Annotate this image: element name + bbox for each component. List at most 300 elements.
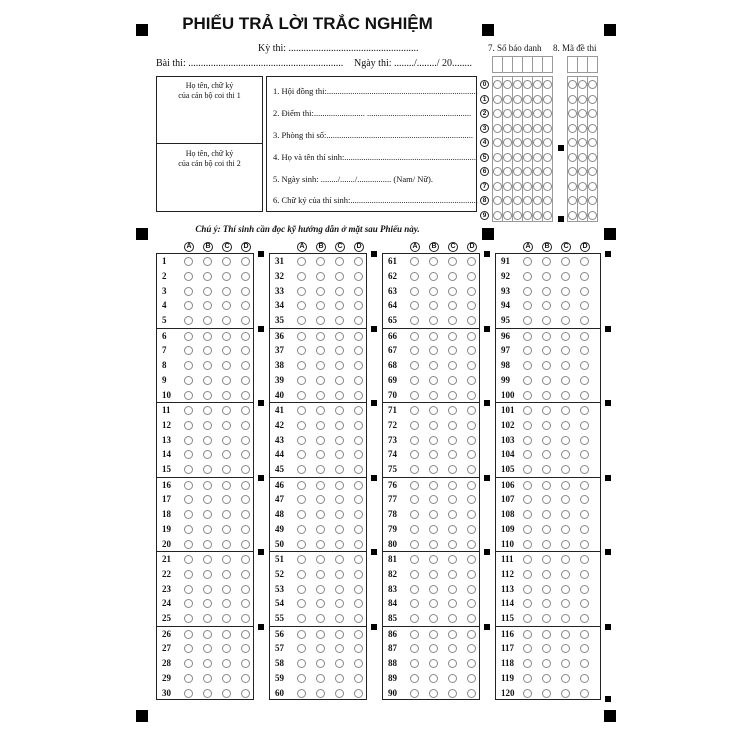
answer-bubble-d[interactable] bbox=[467, 570, 476, 579]
answer-bubble-d[interactable] bbox=[354, 287, 363, 296]
answer-bubble-b[interactable] bbox=[316, 481, 325, 490]
answer-bubble-b[interactable] bbox=[542, 555, 551, 564]
answer-bubble-a[interactable] bbox=[297, 272, 306, 281]
answer-bubble-a[interactable] bbox=[410, 421, 419, 430]
exam-code-bubble[interactable] bbox=[578, 80, 587, 89]
answer-bubble-b[interactable] bbox=[542, 332, 551, 341]
answer-bubble-c[interactable] bbox=[561, 674, 570, 683]
sbd-bubble[interactable] bbox=[533, 109, 542, 118]
answer-bubble-c[interactable] bbox=[222, 257, 231, 266]
sbd-bubble[interactable] bbox=[533, 153, 542, 162]
answer-bubble-c[interactable] bbox=[222, 481, 231, 490]
answer-bubble-b[interactable] bbox=[429, 272, 438, 281]
answer-bubble-a[interactable] bbox=[184, 436, 193, 445]
answer-bubble-a[interactable] bbox=[297, 376, 306, 385]
answer-bubble-d[interactable] bbox=[467, 436, 476, 445]
sbd-bubble[interactable] bbox=[503, 80, 512, 89]
answer-bubble-d[interactable] bbox=[580, 272, 589, 281]
answer-bubble-d[interactable] bbox=[354, 525, 363, 534]
exam-code-bubble[interactable] bbox=[578, 167, 587, 176]
answer-bubble-d[interactable] bbox=[241, 674, 250, 683]
sbd-bubble[interactable] bbox=[493, 109, 502, 118]
exam-code-bubble[interactable] bbox=[568, 124, 577, 133]
answer-bubble-c[interactable] bbox=[561, 391, 570, 400]
answer-bubble-c[interactable] bbox=[222, 406, 231, 415]
sbd-bubble[interactable] bbox=[533, 196, 542, 205]
answer-bubble-a[interactable] bbox=[297, 570, 306, 579]
answer-bubble-b[interactable] bbox=[429, 540, 438, 549]
sbd-bubble[interactable] bbox=[523, 138, 532, 147]
answer-bubble-c[interactable] bbox=[448, 689, 457, 698]
answer-bubble-b[interactable] bbox=[203, 630, 212, 639]
answer-bubble-d[interactable] bbox=[467, 585, 476, 594]
answer-bubble-d[interactable] bbox=[241, 421, 250, 430]
sbd-bubble[interactable] bbox=[533, 138, 542, 147]
answer-bubble-b[interactable] bbox=[203, 406, 212, 415]
sbd-bubble[interactable] bbox=[493, 124, 502, 133]
answer-bubble-b[interactable] bbox=[316, 555, 325, 564]
answer-bubble-c[interactable] bbox=[335, 674, 344, 683]
sbd-bubble[interactable] bbox=[523, 196, 532, 205]
answer-bubble-c[interactable] bbox=[335, 391, 344, 400]
answer-bubble-d[interactable] bbox=[467, 376, 476, 385]
answer-bubble-c[interactable] bbox=[448, 287, 457, 296]
answer-bubble-a[interactable] bbox=[184, 585, 193, 594]
sbd-bubble[interactable] bbox=[533, 167, 542, 176]
answer-bubble-c[interactable] bbox=[561, 585, 570, 594]
answer-bubble-d[interactable] bbox=[354, 406, 363, 415]
sbd-bubble[interactable] bbox=[503, 153, 512, 162]
answer-bubble-c[interactable] bbox=[448, 674, 457, 683]
answer-bubble-a[interactable] bbox=[410, 332, 419, 341]
sbd-bubble[interactable] bbox=[523, 109, 532, 118]
exam-code-bubble[interactable] bbox=[578, 153, 587, 162]
answer-bubble-a[interactable] bbox=[297, 391, 306, 400]
sbd-bubble[interactable] bbox=[503, 109, 512, 118]
exam-code-bubble[interactable] bbox=[568, 211, 577, 220]
answer-bubble-a[interactable] bbox=[297, 481, 306, 490]
answer-bubble-a[interactable] bbox=[297, 540, 306, 549]
answer-bubble-c[interactable] bbox=[561, 332, 570, 341]
answer-bubble-b[interactable] bbox=[203, 689, 212, 698]
answer-bubble-a[interactable] bbox=[184, 481, 193, 490]
answer-bubble-d[interactable] bbox=[354, 257, 363, 266]
answer-bubble-b[interactable] bbox=[429, 555, 438, 564]
exam-code-bubble[interactable] bbox=[578, 211, 587, 220]
answer-bubble-a[interactable] bbox=[410, 689, 419, 698]
answer-bubble-b[interactable] bbox=[203, 481, 212, 490]
answer-bubble-a[interactable] bbox=[410, 630, 419, 639]
sbd-bubble[interactable] bbox=[543, 80, 552, 89]
answer-bubble-b[interactable] bbox=[316, 525, 325, 534]
answer-bubble-b[interactable] bbox=[316, 257, 325, 266]
exam-date-field[interactable]: Ngày thi: ......../......../ 20........ bbox=[354, 58, 473, 69]
sbd-bubble[interactable] bbox=[493, 80, 502, 89]
answer-bubble-d[interactable] bbox=[354, 272, 363, 281]
answer-bubble-a[interactable] bbox=[523, 376, 532, 385]
answer-bubble-b[interactable] bbox=[203, 257, 212, 266]
answer-bubble-d[interactable] bbox=[354, 674, 363, 683]
answer-bubble-d[interactable] bbox=[580, 674, 589, 683]
answer-bubble-c[interactable] bbox=[335, 585, 344, 594]
sbd-bubble[interactable] bbox=[503, 196, 512, 205]
answer-bubble-c[interactable] bbox=[561, 436, 570, 445]
answer-bubble-a[interactable] bbox=[523, 391, 532, 400]
answer-bubble-a[interactable] bbox=[184, 630, 193, 639]
answer-bubble-b[interactable] bbox=[316, 332, 325, 341]
answer-bubble-a[interactable] bbox=[523, 332, 532, 341]
answer-bubble-d[interactable] bbox=[354, 481, 363, 490]
sbd-bubble[interactable] bbox=[503, 182, 512, 191]
sbd-bubble[interactable] bbox=[523, 211, 532, 220]
sbd-bubble[interactable] bbox=[543, 167, 552, 176]
exam-code-bubble[interactable] bbox=[578, 182, 587, 191]
exam-code-bubble[interactable] bbox=[568, 196, 577, 205]
answer-bubble-b[interactable] bbox=[429, 406, 438, 415]
answer-bubble-c[interactable] bbox=[448, 272, 457, 281]
answer-bubble-b[interactable] bbox=[542, 257, 551, 266]
answer-bubble-d[interactable] bbox=[580, 525, 589, 534]
answer-bubble-d[interactable] bbox=[580, 555, 589, 564]
answer-bubble-a[interactable] bbox=[523, 689, 532, 698]
sbd-bubble[interactable] bbox=[543, 196, 552, 205]
sbd-bubble[interactable] bbox=[513, 196, 522, 205]
answer-bubble-c[interactable] bbox=[561, 421, 570, 430]
sbd-bubble[interactable] bbox=[523, 95, 532, 104]
answer-bubble-d[interactable] bbox=[580, 585, 589, 594]
answer-bubble-d[interactable] bbox=[354, 540, 363, 549]
answer-bubble-a[interactable] bbox=[297, 525, 306, 534]
exam-code-bubble[interactable] bbox=[588, 182, 597, 191]
sbd-bubble[interactable] bbox=[513, 124, 522, 133]
answer-bubble-b[interactable] bbox=[542, 406, 551, 415]
exam-code-bubble[interactable] bbox=[588, 211, 597, 220]
answer-bubble-d[interactable] bbox=[580, 570, 589, 579]
answer-bubble-b[interactable] bbox=[316, 585, 325, 594]
answer-bubble-c[interactable] bbox=[448, 406, 457, 415]
answer-bubble-d[interactable] bbox=[580, 287, 589, 296]
answer-bubble-d[interactable] bbox=[580, 257, 589, 266]
answer-bubble-d[interactable] bbox=[354, 332, 363, 341]
answer-bubble-b[interactable] bbox=[203, 674, 212, 683]
answer-bubble-c[interactable] bbox=[222, 540, 231, 549]
answer-bubble-c[interactable] bbox=[222, 391, 231, 400]
answer-bubble-d[interactable] bbox=[467, 630, 476, 639]
exam-code-bubble[interactable] bbox=[588, 80, 597, 89]
answer-bubble-b[interactable] bbox=[542, 481, 551, 490]
answer-bubble-b[interactable] bbox=[203, 540, 212, 549]
answer-bubble-d[interactable] bbox=[241, 376, 250, 385]
answer-bubble-a[interactable] bbox=[184, 689, 193, 698]
answer-bubble-b[interactable] bbox=[542, 376, 551, 385]
answer-bubble-c[interactable] bbox=[222, 376, 231, 385]
sbd-bubble[interactable] bbox=[493, 138, 502, 147]
exam-code-bubble[interactable] bbox=[588, 109, 597, 118]
answer-bubble-d[interactable] bbox=[241, 481, 250, 490]
answer-bubble-d[interactable] bbox=[580, 332, 589, 341]
answer-bubble-a[interactable] bbox=[410, 436, 419, 445]
answer-bubble-c[interactable] bbox=[222, 585, 231, 594]
answer-bubble-a[interactable] bbox=[410, 540, 419, 549]
answer-bubble-a[interactable] bbox=[184, 287, 193, 296]
answer-bubble-c[interactable] bbox=[448, 257, 457, 266]
sbd-bubble[interactable] bbox=[493, 153, 502, 162]
answer-bubble-b[interactable] bbox=[316, 421, 325, 430]
answer-bubble-a[interactable] bbox=[184, 272, 193, 281]
answer-bubble-c[interactable] bbox=[222, 674, 231, 683]
answer-bubble-b[interactable] bbox=[542, 570, 551, 579]
answer-bubble-d[interactable] bbox=[354, 570, 363, 579]
sbd-bubble[interactable] bbox=[513, 211, 522, 220]
sbd-bubble[interactable] bbox=[493, 167, 502, 176]
answer-bubble-d[interactable] bbox=[241, 540, 250, 549]
answer-bubble-a[interactable] bbox=[410, 272, 419, 281]
sbd-bubble[interactable] bbox=[513, 167, 522, 176]
answer-bubble-a[interactable] bbox=[523, 272, 532, 281]
answer-bubble-b[interactable] bbox=[203, 570, 212, 579]
answer-bubble-b[interactable] bbox=[203, 421, 212, 430]
answer-bubble-c[interactable] bbox=[335, 540, 344, 549]
answer-bubble-d[interactable] bbox=[467, 481, 476, 490]
answer-bubble-a[interactable] bbox=[297, 585, 306, 594]
answer-bubble-b[interactable] bbox=[429, 689, 438, 698]
answer-bubble-d[interactable] bbox=[241, 555, 250, 564]
answer-bubble-d[interactable] bbox=[467, 287, 476, 296]
sbd-bubble[interactable] bbox=[533, 124, 542, 133]
answer-bubble-c[interactable] bbox=[448, 376, 457, 385]
answer-bubble-c[interactable] bbox=[448, 436, 457, 445]
exam-code-bubble[interactable] bbox=[578, 95, 587, 104]
sbd-bubble[interactable] bbox=[493, 182, 502, 191]
sbd-bubble[interactable] bbox=[533, 95, 542, 104]
answer-bubble-d[interactable] bbox=[467, 332, 476, 341]
answer-bubble-c[interactable] bbox=[335, 376, 344, 385]
answer-bubble-c[interactable] bbox=[335, 525, 344, 534]
answer-bubble-a[interactable] bbox=[523, 555, 532, 564]
answer-bubble-a[interactable] bbox=[523, 540, 532, 549]
answer-bubble-b[interactable] bbox=[429, 391, 438, 400]
answer-bubble-c[interactable] bbox=[448, 481, 457, 490]
answer-bubble-b[interactable] bbox=[429, 630, 438, 639]
answer-bubble-b[interactable] bbox=[316, 272, 325, 281]
sbd-bubble[interactable] bbox=[493, 95, 502, 104]
answer-bubble-c[interactable] bbox=[222, 525, 231, 534]
answer-bubble-c[interactable] bbox=[448, 540, 457, 549]
answer-bubble-b[interactable] bbox=[429, 287, 438, 296]
answer-bubble-c[interactable] bbox=[561, 689, 570, 698]
answer-bubble-b[interactable] bbox=[203, 525, 212, 534]
answer-bubble-b[interactable] bbox=[203, 376, 212, 385]
answer-bubble-c[interactable] bbox=[448, 525, 457, 534]
exam-code-bubble[interactable] bbox=[568, 167, 577, 176]
answer-bubble-b[interactable] bbox=[316, 406, 325, 415]
answer-bubble-d[interactable] bbox=[580, 689, 589, 698]
sbd-bubble[interactable] bbox=[543, 95, 552, 104]
answer-bubble-b[interactable] bbox=[542, 421, 551, 430]
answer-bubble-a[interactable] bbox=[297, 332, 306, 341]
answer-bubble-c[interactable] bbox=[335, 421, 344, 430]
sbd-bubble[interactable] bbox=[543, 124, 552, 133]
answer-bubble-c[interactable] bbox=[561, 481, 570, 490]
answer-bubble-b[interactable] bbox=[542, 585, 551, 594]
answer-bubble-c[interactable] bbox=[448, 555, 457, 564]
answer-bubble-d[interactable] bbox=[241, 287, 250, 296]
answer-bubble-b[interactable] bbox=[542, 391, 551, 400]
answer-bubble-a[interactable] bbox=[410, 481, 419, 490]
answer-bubble-c[interactable] bbox=[222, 436, 231, 445]
answer-bubble-b[interactable] bbox=[316, 391, 325, 400]
answer-bubble-d[interactable] bbox=[580, 406, 589, 415]
subject-field[interactable]: Bài thi: .............................................................. bbox=[156, 58, 344, 69]
answer-bubble-c[interactable] bbox=[222, 689, 231, 698]
answer-bubble-b[interactable] bbox=[203, 272, 212, 281]
answer-bubble-c[interactable] bbox=[561, 570, 570, 579]
answer-bubble-c[interactable] bbox=[448, 421, 457, 430]
answer-bubble-a[interactable] bbox=[297, 257, 306, 266]
answer-bubble-b[interactable] bbox=[316, 540, 325, 549]
sbd-bubble[interactable] bbox=[503, 138, 512, 147]
answer-bubble-d[interactable] bbox=[354, 689, 363, 698]
answer-bubble-d[interactable] bbox=[467, 540, 476, 549]
answer-bubble-d[interactable] bbox=[241, 525, 250, 534]
exam-code-bubble[interactable] bbox=[578, 124, 587, 133]
answer-bubble-b[interactable] bbox=[542, 436, 551, 445]
sbd-bubble[interactable] bbox=[503, 124, 512, 133]
answer-bubble-a[interactable] bbox=[523, 630, 532, 639]
answer-bubble-b[interactable] bbox=[429, 421, 438, 430]
exam-code-bubble[interactable] bbox=[578, 109, 587, 118]
answer-bubble-a[interactable] bbox=[410, 674, 419, 683]
sbd-bubble[interactable] bbox=[503, 167, 512, 176]
answer-bubble-c[interactable] bbox=[222, 630, 231, 639]
answer-bubble-b[interactable] bbox=[316, 689, 325, 698]
sbd-bubble[interactable] bbox=[533, 80, 542, 89]
answer-bubble-a[interactable] bbox=[297, 555, 306, 564]
answer-bubble-d[interactable] bbox=[580, 421, 589, 430]
answer-bubble-b[interactable] bbox=[429, 570, 438, 579]
sbd-bubble[interactable] bbox=[543, 109, 552, 118]
answer-bubble-c[interactable] bbox=[561, 555, 570, 564]
answer-bubble-d[interactable] bbox=[354, 376, 363, 385]
answer-bubble-a[interactable] bbox=[410, 257, 419, 266]
answer-bubble-c[interactable] bbox=[448, 391, 457, 400]
answer-bubble-b[interactable] bbox=[542, 689, 551, 698]
sbd-bubble[interactable] bbox=[523, 153, 532, 162]
answer-bubble-d[interactable] bbox=[354, 436, 363, 445]
answer-bubble-d[interactable] bbox=[580, 481, 589, 490]
answer-bubble-d[interactable] bbox=[580, 376, 589, 385]
answer-bubble-d[interactable] bbox=[467, 406, 476, 415]
answer-bubble-a[interactable] bbox=[297, 287, 306, 296]
info-signature[interactable]: 6. Chữ ký của thí sinh:............................................................ bbox=[273, 195, 478, 205]
answer-bubble-d[interactable] bbox=[241, 689, 250, 698]
exam-code-write-box[interactable] bbox=[587, 56, 598, 73]
sbd-bubble[interactable] bbox=[513, 80, 522, 89]
answer-bubble-b[interactable] bbox=[203, 391, 212, 400]
sbd-bubble[interactable] bbox=[543, 182, 552, 191]
answer-bubble-a[interactable] bbox=[523, 525, 532, 534]
answer-bubble-c[interactable] bbox=[561, 540, 570, 549]
answer-bubble-a[interactable] bbox=[297, 674, 306, 683]
answer-bubble-a[interactable] bbox=[410, 406, 419, 415]
info-birthdate[interactable]: 5. Ngày sinh: ......../......./................ (Nam/ Nữ). bbox=[273, 174, 433, 184]
answer-bubble-d[interactable] bbox=[354, 630, 363, 639]
exam-code-bubble[interactable] bbox=[588, 138, 597, 147]
answer-bubble-b[interactable] bbox=[429, 436, 438, 445]
answer-bubble-b[interactable] bbox=[542, 674, 551, 683]
answer-bubble-c[interactable] bbox=[561, 630, 570, 639]
answer-bubble-c[interactable] bbox=[335, 406, 344, 415]
exam-code-bubble[interactable] bbox=[588, 167, 597, 176]
sbd-bubble[interactable] bbox=[513, 153, 522, 162]
answer-bubble-b[interactable] bbox=[542, 630, 551, 639]
info-site[interactable]: 2. Điểm thi:........................ ................................................. bbox=[273, 108, 472, 118]
sbd-bubble[interactable] bbox=[523, 80, 532, 89]
answer-bubble-a[interactable] bbox=[523, 570, 532, 579]
sbd-write-box[interactable] bbox=[542, 56, 553, 73]
sbd-bubble[interactable] bbox=[503, 95, 512, 104]
answer-bubble-d[interactable] bbox=[354, 555, 363, 564]
exam-code-bubble[interactable] bbox=[588, 124, 597, 133]
answer-bubble-b[interactable] bbox=[316, 570, 325, 579]
answer-bubble-d[interactable] bbox=[580, 630, 589, 639]
answer-bubble-c[interactable] bbox=[222, 421, 231, 430]
answer-bubble-a[interactable] bbox=[410, 376, 419, 385]
answer-bubble-c[interactable] bbox=[335, 257, 344, 266]
answer-bubble-d[interactable] bbox=[467, 674, 476, 683]
answer-bubble-a[interactable] bbox=[184, 332, 193, 341]
answer-bubble-a[interactable] bbox=[184, 391, 193, 400]
answer-bubble-a[interactable] bbox=[297, 630, 306, 639]
answer-bubble-c[interactable] bbox=[222, 555, 231, 564]
sbd-bubble[interactable] bbox=[493, 211, 502, 220]
answer-bubble-d[interactable] bbox=[467, 257, 476, 266]
answer-bubble-c[interactable] bbox=[335, 332, 344, 341]
answer-bubble-a[interactable] bbox=[523, 287, 532, 296]
answer-bubble-c[interactable] bbox=[335, 689, 344, 698]
sbd-bubble[interactable] bbox=[523, 124, 532, 133]
answer-bubble-a[interactable] bbox=[523, 257, 532, 266]
answer-bubble-b[interactable] bbox=[316, 674, 325, 683]
answer-bubble-c[interactable] bbox=[222, 570, 231, 579]
answer-bubble-a[interactable] bbox=[523, 421, 532, 430]
exam-code-bubble[interactable] bbox=[578, 138, 587, 147]
answer-bubble-a[interactable] bbox=[523, 436, 532, 445]
sbd-bubble[interactable] bbox=[543, 153, 552, 162]
answer-bubble-d[interactable] bbox=[580, 436, 589, 445]
answer-bubble-a[interactable] bbox=[297, 406, 306, 415]
answer-bubble-c[interactable] bbox=[448, 585, 457, 594]
answer-bubble-c[interactable] bbox=[335, 555, 344, 564]
answer-bubble-c[interactable] bbox=[561, 257, 570, 266]
answer-bubble-d[interactable] bbox=[354, 421, 363, 430]
answer-bubble-c[interactable] bbox=[335, 272, 344, 281]
answer-bubble-d[interactable] bbox=[241, 406, 250, 415]
answer-bubble-a[interactable] bbox=[184, 421, 193, 430]
answer-bubble-b[interactable] bbox=[429, 257, 438, 266]
answer-bubble-a[interactable] bbox=[410, 391, 419, 400]
answer-bubble-b[interactable] bbox=[316, 287, 325, 296]
answer-bubble-a[interactable] bbox=[184, 570, 193, 579]
answer-bubble-c[interactable] bbox=[335, 481, 344, 490]
answer-bubble-c[interactable] bbox=[335, 630, 344, 639]
answer-bubble-a[interactable] bbox=[297, 689, 306, 698]
answer-bubble-c[interactable] bbox=[561, 287, 570, 296]
answer-bubble-a[interactable] bbox=[184, 540, 193, 549]
answer-bubble-d[interactable] bbox=[354, 391, 363, 400]
sbd-bubble[interactable] bbox=[513, 138, 522, 147]
sbd-bubble[interactable] bbox=[533, 182, 542, 191]
